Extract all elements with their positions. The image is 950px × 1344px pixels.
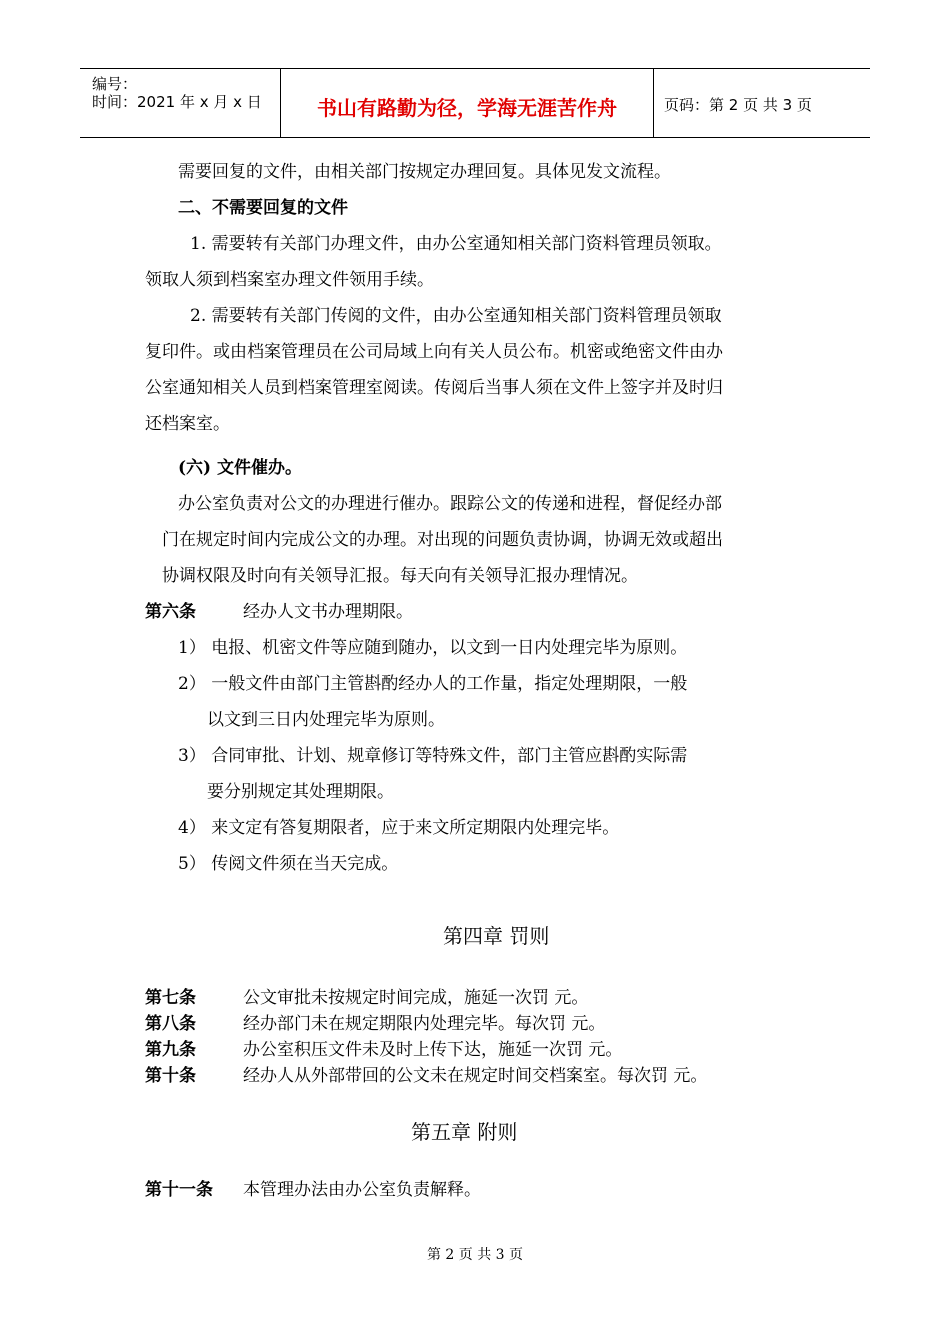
header-motto-cell — [281, 69, 654, 137]
section-heading: (六) 文件催办。 — [178, 458, 303, 478]
paragraph: 办公室负责对公文的办理进行催办。跟踪公文的传递和进程，督促经办部 — [178, 494, 722, 514]
paragraph: 需要回复的文件，由相关部门按规定办理回复。具体见发文流程。 — [178, 162, 671, 182]
page-footer-number: 第 2 页 共 3 页 — [426, 1247, 524, 1263]
list-item-continuation: 领取人须到档案室办理文件领用手续。 — [145, 270, 434, 290]
list-item: 1. 需要转有关部门办理文件，由办公室通知相关部门资料管理员领取。 — [190, 234, 722, 254]
list-item-continuation: 要分别规定其处理期限。 — [207, 782, 394, 802]
header-page-cell — [654, 69, 870, 137]
paragraph-continuation: 门在规定时间内完成公文的办理。对出现的问题负责协调，协调无效或超出 — [162, 530, 723, 550]
list-item-continuation: 以文到三日内处理完毕为原则。 — [207, 710, 445, 730]
article-label: 第七条 — [145, 988, 196, 1008]
article-label: 第八条 — [145, 1014, 196, 1034]
paragraph-continuation: 协调权限及时向有关领导汇报。每天向有关领导汇报办理情况。 — [162, 566, 638, 586]
article-label: 第六条 — [145, 602, 196, 622]
document-number-label: 编号： — [92, 75, 138, 93]
header-motto: 书山有路勤为径，学海无涯苦作舟 — [317, 96, 617, 120]
list-item: 2. 需要转有关部门传阅的文件，由办公室通知相关部门资料管理员领取 — [190, 306, 722, 326]
header-page-number: 页码：第 2 页 共 3 页 — [664, 96, 812, 114]
chapter-title: 第五章 附则 — [411, 1120, 518, 1144]
article-label: 第九条 — [145, 1040, 196, 1060]
list-item: 2） 一般文件由部门主管斟酌经办人的工作量，指定处理期限，一般 — [178, 674, 688, 694]
article-text: 公文审批未按规定时间完成，施延一次罚 元。 — [243, 988, 589, 1008]
document-date-label: 时间：2021 年 x 月 x 日 — [92, 93, 262, 111]
header-info-cell — [80, 69, 281, 137]
list-item-continuation: 还档案室。 — [145, 414, 230, 434]
chapter-title: 第四章 罚则 — [443, 924, 550, 948]
list-item: 3） 合同审批、计划、规章修订等特殊文件，部门主管应斟酌实际需 — [178, 746, 688, 766]
article-label: 第十一条 — [145, 1180, 213, 1200]
article-text: 办公室积压文件未及时上传下达，施延一次罚 元。 — [243, 1040, 623, 1060]
list-item: 1） 电报、机密文件等应随到随办，以文到一日内处理完毕为原则。 — [178, 638, 688, 658]
list-item: 4） 来文定有答复期限者，应于来文所定期限内处理完毕。 — [178, 818, 620, 838]
list-item-continuation: 复印件。或由档案管理员在公司局域上向有关人员公布。机密或绝密文件由办 — [145, 342, 723, 362]
page-header — [80, 68, 870, 138]
section-heading: 二、不需要回复的文件 — [178, 198, 348, 218]
article-text: 经办人文书办理期限。 — [243, 602, 413, 622]
article-text: 经办人从外部带回的公文未在规定时间交档案室。每次罚 元。 — [243, 1066, 708, 1086]
article-text: 本管理办法由办公室负责解释。 — [243, 1180, 481, 1200]
article-label: 第十条 — [145, 1066, 196, 1086]
article-text: 经办部门未在规定期限内处理完毕。每次罚 元。 — [243, 1014, 606, 1034]
list-item: 5） 传阅文件须在当天完成。 — [178, 854, 399, 874]
list-item-continuation: 公室通知相关人员到档案管理室阅读。传阅后当事人须在文件上签字并及时归 — [145, 378, 723, 398]
